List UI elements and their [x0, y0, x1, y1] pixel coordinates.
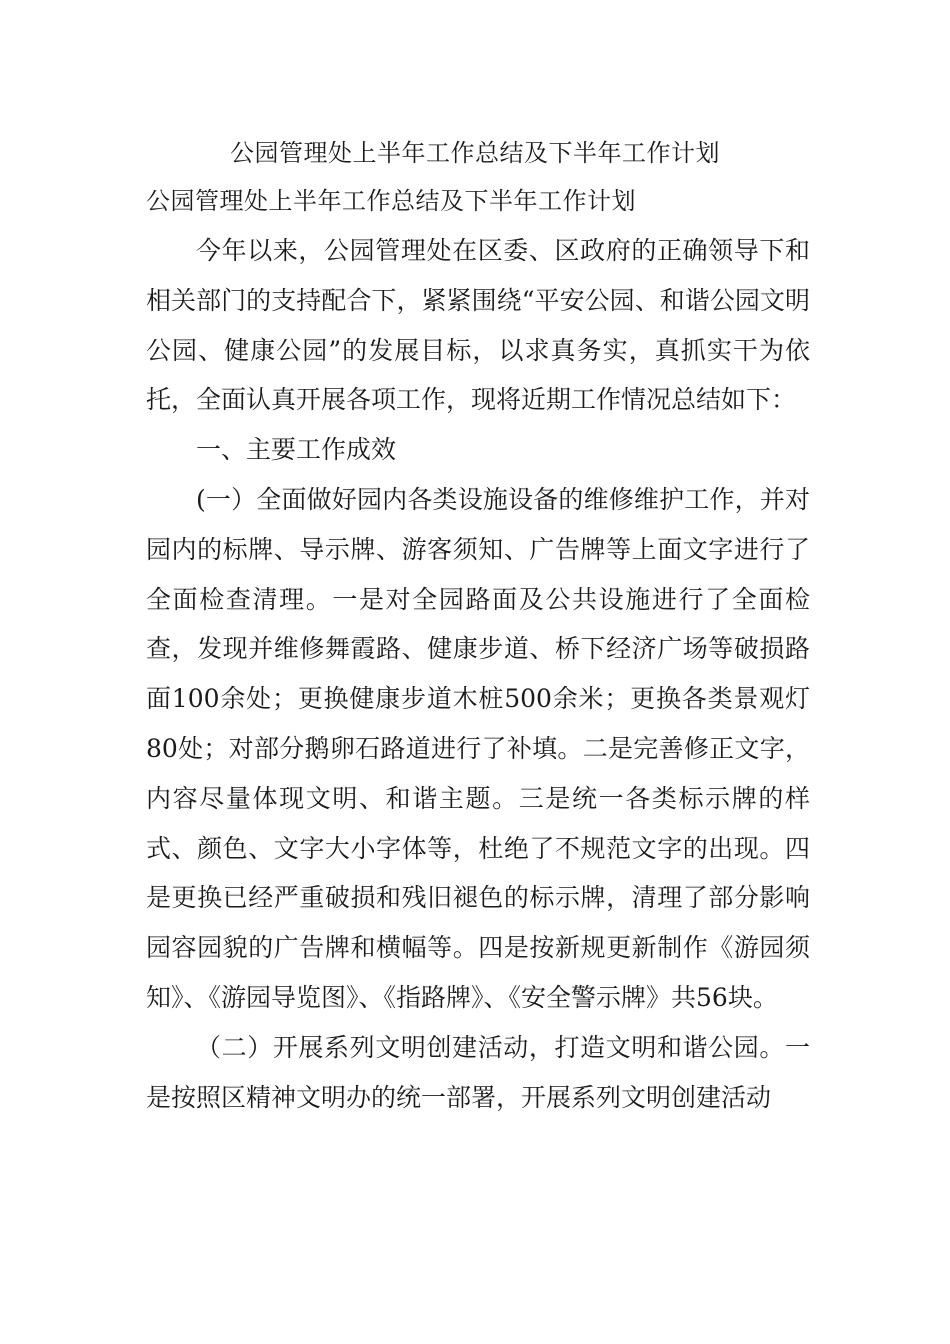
document-body [146, 226, 810, 1122]
paragraph-civilization-activities: （二）开展系列文明创建活动，打造文明和谐公园。一是按照区精神文明办的统一部署，开展系列文明创建活动 [146, 1032, 810, 1112]
document-title: 公园管理处上半年工作总结及下半年工作计划 [230, 139, 720, 167]
section-heading-main-achievements: 一、主要工作成效 [196, 435, 397, 465]
paragraph-facility-maintenance: (一）全面做好园内各类设施设备的维修维护工作，并对园内的标牌、导示牌、游客须知、广告牌等上面文字进行了全面检查清理。一是对全园路面及公共设施进行了全面检查，发现并维修舞霞路、健康步道、桥下经济广场等破损路面100余处；更换健康步道木桩500余米；更换各类景观灯80处；对部分鹅卵石路道进行了补填。二是完善修正文字，内容尽量体现文明、和谐主题。三是统一各类标示牌的样式、颜色、文字大小字体等，杜绝了不规范文字的出现。四是更换已经严重破损和残旧褪色的标示牌，清理了部分影响园容园貌的广告牌和横幅等。四是按新规更新制作《游园须知》、《游园导览图》、《指路牌》、《安全警示牌》共56块。 [146, 484, 810, 1012]
paragraph-intro: 今年以来，公园管理处在区委、区政府的正确领导下和相关部门的支持配合下，紧紧围绕“平安公园、和谐公园文明公园、健康公园”的发展目标，以求真务实，真抓实干为依托，全面认真开展各项工作，现将近期工作情况总结如下： [146, 236, 810, 415]
document-subtitle: 公园管理处上半年工作总结及下半年工作计划 [146, 187, 636, 215]
